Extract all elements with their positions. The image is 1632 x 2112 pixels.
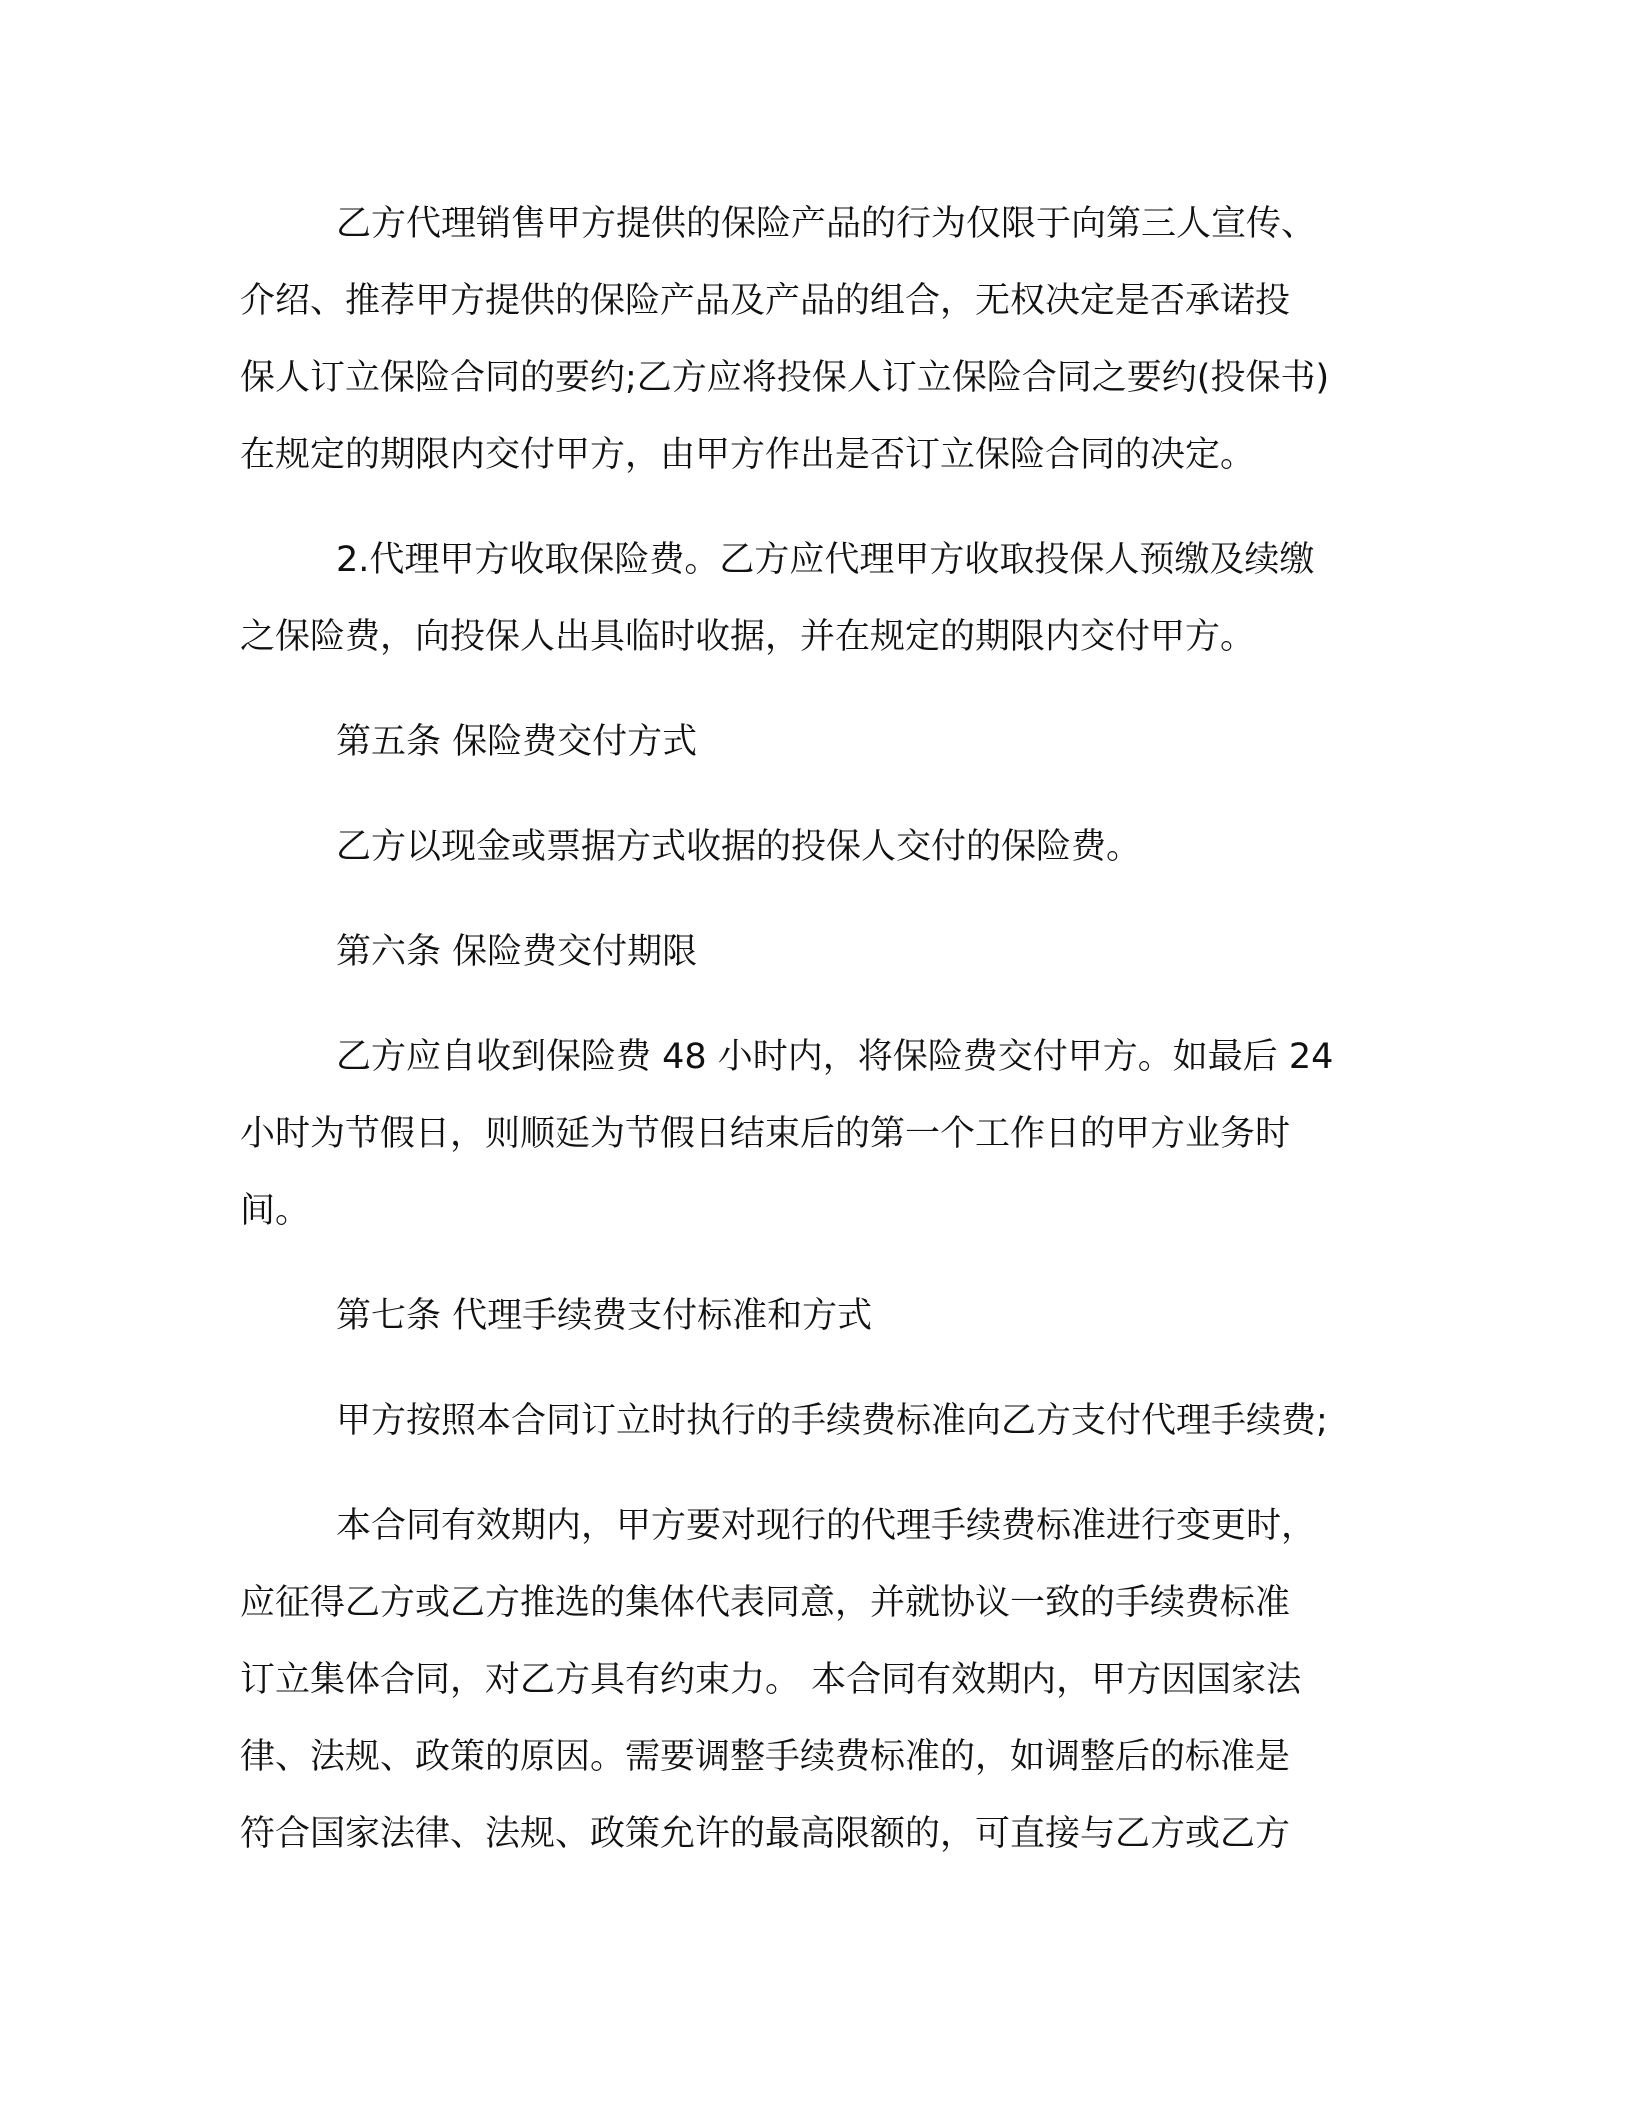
- paragraph-fee-change: 本合同有效期内，甲方要对现行的代理手续费标准进行变更时， 应征得乙方或乙方推选的集体代表同意，并就协议一致的手续费标准 订立集体合同，对乙方具有约束力。 本合同有效期内，甲方因国家法 律、法规、政策的原因。需要调整手续费标准的，如调整后的标准是 符合国家法律、法规、政策允许的最高限额的，可直接与乙方或乙方: [240, 1506, 1317, 1854]
- article-7-heading: 第七条 代理手续费支付标准和方式: [336, 1296, 873, 1336]
- paragraph-premium-collection: 2.代理甲方收取保险费。乙方应代理甲方收取投保人预缴及续缴 之保险费，向投保人出具临时收据，并在规定的期限内交付甲方。: [240, 540, 1315, 657]
- article-6-heading: 第六条 保险费交付期限: [336, 932, 698, 972]
- document-body: [240, 186, 1390, 1901]
- paragraph-fee-standard: 甲方按照本合同订立时执行的手续费标准向乙方支付代理手续费;: [336, 1401, 1328, 1441]
- article-5-heading: 第五条 保险费交付方式: [336, 722, 698, 762]
- paragraph-payment-deadline: 乙方应自收到保险费 48 小时内，将保险费交付甲方。如最后 24 小时为节假日，则顺延为节假日结束后的第一个工作日的甲方业务时 间。: [240, 1037, 1334, 1231]
- paragraph-payment-method: 乙方以现金或票据方式收据的投保人交付的保险费。: [336, 827, 1142, 867]
- paragraph-agency-scope: 乙方代理销售甲方提供的保险产品的行为仅限于向第三人宣传、 介绍、推荐甲方提供的保险产品及产品的组合，无权决定是否承诺投 保人订立保险合同的要约;乙方应将投保人订立保险合同之要约(投保书) 在规定的期限内交付甲方，由甲方作出是否订立保险合同的决定。: [240, 204, 1330, 475]
